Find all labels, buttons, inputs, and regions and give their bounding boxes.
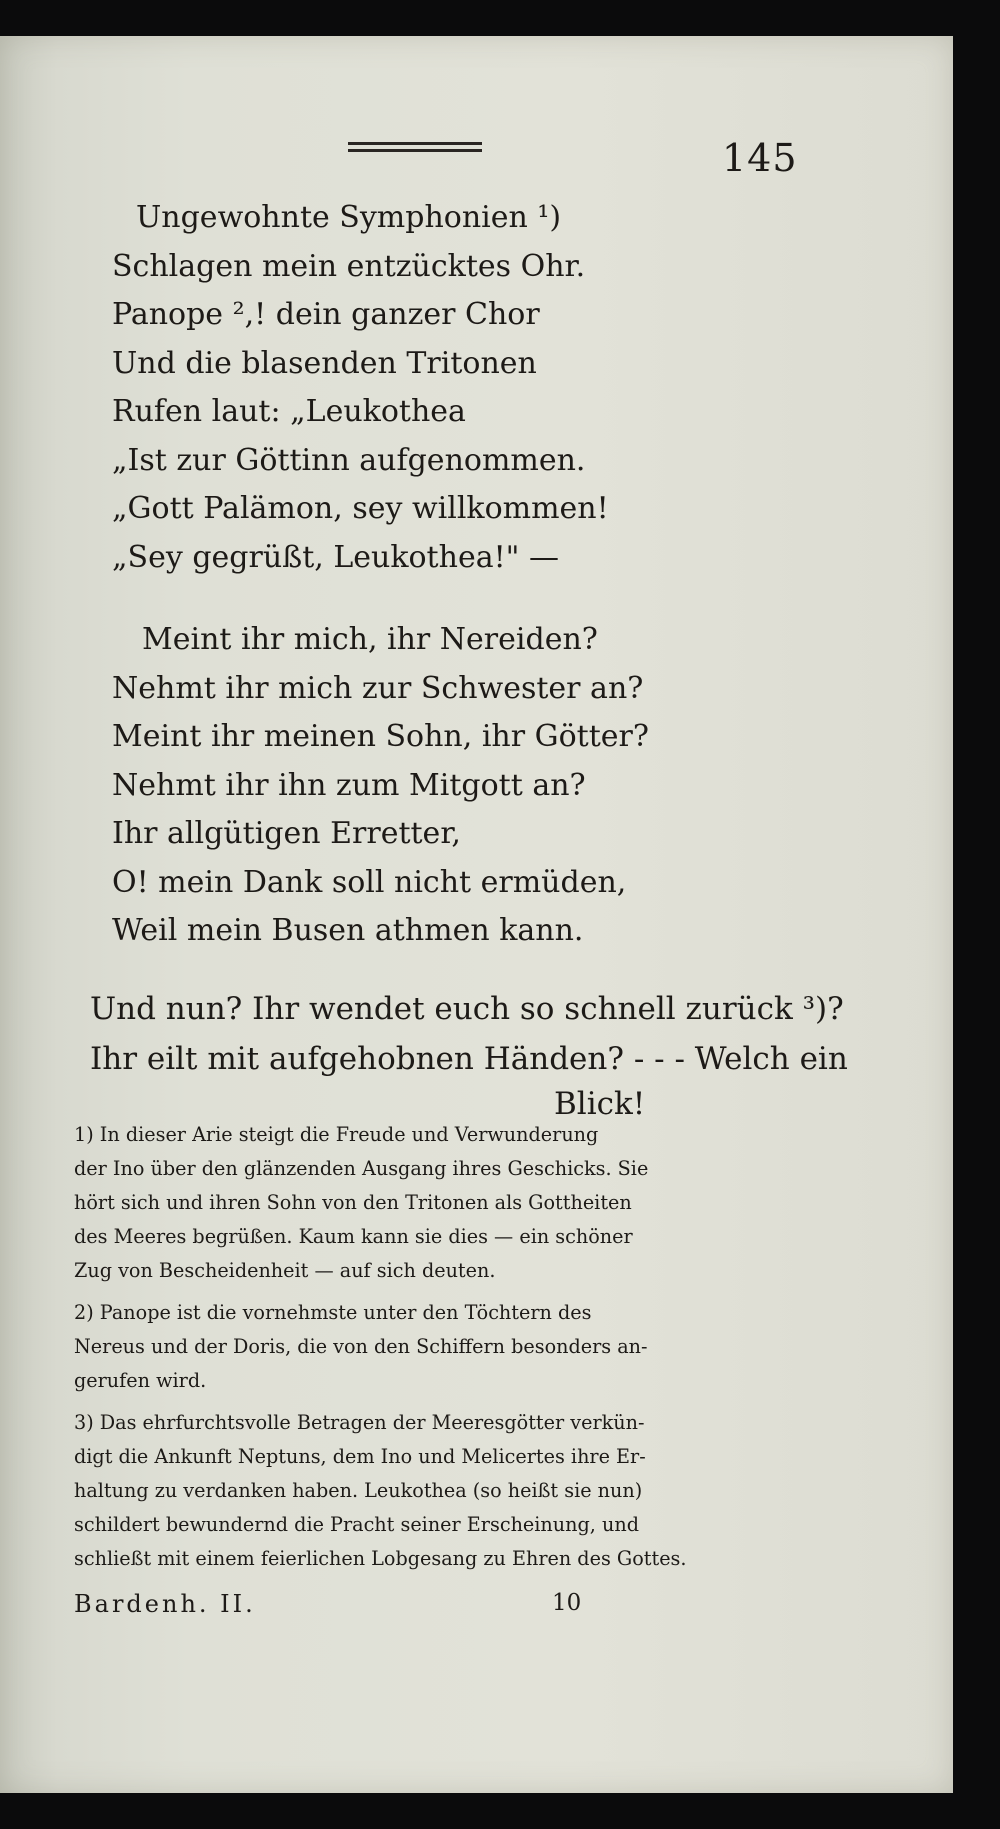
verse-line: Und nun? Ihr wendet euch so schnell zurück ³)? [90,991,844,1027]
verse-stanza-1 [112,194,609,582]
footnote-line: schließt mit einem feierlichen Lobgesang zu Ehren des Gottes. [74,1547,687,1570]
verse-line: Ungewohnte Symphonien ¹) [136,200,562,235]
verse-line: „Ist zur Göttinn aufgenommen. [112,442,586,478]
footnote-line: 2) Panope ist die vornehmste unter den Töchtern des [74,1301,592,1324]
sheet-number: 10 [552,1590,582,1616]
footnote-line: 3) Das ehrfurchtsvolle Betragen der Meeresgötter verkün- [74,1411,645,1434]
footnote-1 [74,1118,774,1288]
book-page [0,36,953,1793]
verse-line: Nehmt ihr mich zur Schwester an? [112,670,644,706]
page-number: 145 [722,136,798,180]
verse-line: Rufen laut: „Leukothea [112,394,466,429]
footnote-line: digt die Ankunft Neptuns, dem Ino und Melicertes ihre Er- [74,1445,646,1468]
verse-line-continuation: Blick! [554,1086,646,1122]
footnote-line: haltung zu verdanken haben. Leukothea (so heißt sie nun) [74,1479,643,1502]
verse-line: O! mein Dank soll nicht ermüden, [112,864,627,900]
signature-mark: Bardenh. II. [74,1590,256,1618]
footnote-line: schildert bewundernd die Pracht seiner Erscheinung, und [74,1513,639,1536]
verse-line: Nehmt ihr ihn zum Mitgott an? [112,767,586,803]
verse-line: Und die blasenden Tritonen [112,345,537,381]
verse-line: Schlagen mein entzücktes Ohr. [112,248,586,284]
footnote-2 [74,1296,774,1398]
footnote-line: der Ino über den glänzenden Ausgang ihres Geschicks. Sie [74,1157,649,1180]
verse-line: „Sey gegrüßt, Leukothea!" — [112,539,559,575]
footnote-3 [74,1406,774,1576]
verse-line: Ihr allgütigen Erretter, [112,816,461,851]
verse-line: Panope ²,! dein ganzer Chor [112,297,540,332]
verse-line: Ihr eilt mit aufgehobnen Händen? - - - Welch ein [90,1041,848,1077]
footnote-line: gerufen wird. [74,1369,207,1392]
footnote-line: hört sich und ihren Sohn von den Tritonen als Gottheiten [74,1191,632,1214]
footnote-line: Zug von Bescheidenheit — auf sich deuten. [74,1259,496,1282]
verse-line: Meint ihr mich, ihr Nereiden? [142,622,598,657]
header-rule [348,142,482,152]
verse-line: Meint ihr meinen Sohn, ihr Götter? [112,719,649,754]
footnote-line: des Meeres begrüßen. Kaum kann sie dies — ein schöner [74,1225,633,1248]
verse-line: „Gott Palämon, sey willkommen! [112,491,609,526]
footnote-line: Nereus und der Doris, die von den Schiffern besonders an- [74,1335,648,1358]
footnote-line: 1) In dieser Arie steigt die Freude und Verwunderung [74,1123,599,1146]
verse-line: Weil mein Busen athmen kann. [112,913,584,948]
verse-stanza-3 [90,984,848,1124]
verse-stanza-2 [112,616,649,956]
